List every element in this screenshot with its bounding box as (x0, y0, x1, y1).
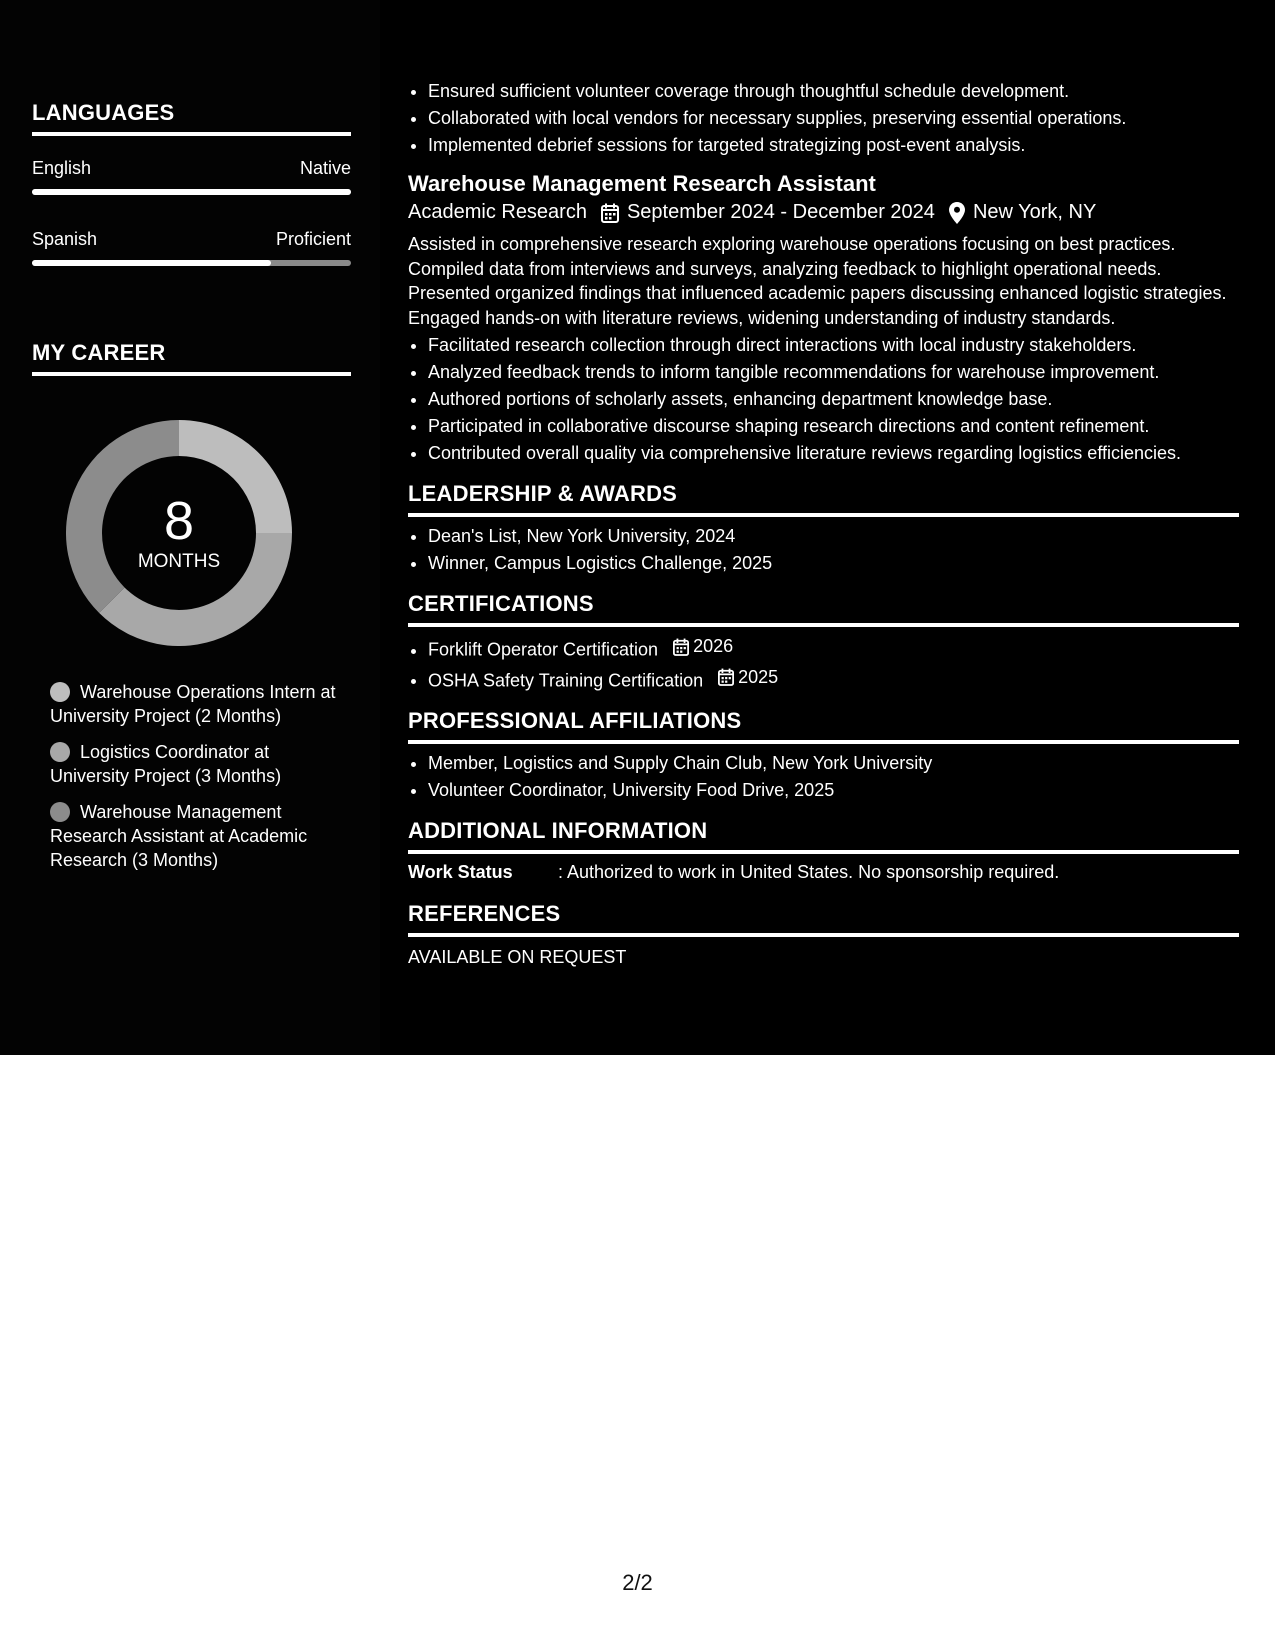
additional-info-section (408, 818, 1239, 883)
list-item: • Analyzed feedback trends to inform tangible recommendations for warehouse improvement. (428, 359, 1239, 386)
language-item (32, 158, 351, 195)
career-legend (50, 680, 340, 884)
additional-info-title: ADDITIONAL INFORMATION (408, 818, 1239, 854)
job-dates: September 2024 - December 2024 (626, 201, 935, 223)
list-item: • Authored portions of scholarly assets, enhancing department knowledge base. (428, 386, 1239, 413)
leadership-title: LEADERSHIP & AWARDS (408, 481, 1239, 517)
certification-name: OSHA Safety Training Certification (428, 670, 704, 690)
job-entry (408, 171, 1239, 467)
languages-title: LANGUAGES (32, 100, 351, 136)
career-total-unit: MONTHS (137, 551, 221, 572)
previous-job-bullets (408, 78, 1239, 159)
career-donut-chart (66, 420, 292, 646)
references-title: REFERENCES (408, 901, 1239, 937)
job-company: Academic Research (408, 201, 587, 223)
language-proficiency-bar (32, 189, 351, 195)
list-item: • Member, Logistics and Supply Chain Club, New York University (428, 750, 1239, 777)
certification-year: 2025 (738, 666, 779, 687)
list-item: • Implemented debrief sessions for targeted strategizing post-event analysis. (428, 132, 1239, 159)
job-description: Assisted in comprehensive research exploring warehouse operations focusing on best practices. Compiled data from interviews and surveys, analyzing feedback to highlight operational needs. Presented organized findings that influenced academic papers discussing enhanced logistic strategies. Engaged hands-on with literature reviews, widening understanding of industry standards. (408, 234, 1227, 328)
list-item: • Collaborated with local vendors for necessary supplies, preserving essential operations. (428, 105, 1239, 132)
certification-year: 2026 (693, 636, 734, 656)
list-item (428, 664, 1239, 695)
calendar-icon (601, 203, 619, 223)
certifications-title: CERTIFICATIONS (408, 591, 1239, 627)
list-item (428, 633, 1239, 664)
language-item (32, 229, 351, 266)
list-item: • Contributed overall quality via comprehensive literature reviews regarding logistics efficiencies. (428, 440, 1239, 467)
list-item: • Participated in collaborative discourse shaping research directions and content refinement. (428, 413, 1239, 440)
job-meta (408, 201, 1239, 224)
legend-dot-icon (50, 742, 70, 762)
certification-name: Forklift Operator Certification (428, 639, 659, 660)
page-number: 2/2 (622, 1570, 653, 1595)
career-legend-item: Warehouse Operations Intern at University Project (2 Months) (50, 682, 336, 726)
work-status-value: : Authorized to work in United States. No sponsorship required. (558, 862, 1060, 882)
language-name: Spanish (32, 229, 98, 249)
legend-dot-icon (50, 682, 70, 702)
calendar-icon (718, 668, 734, 686)
job-location: New York, NY (972, 201, 1097, 223)
language-level: Native (299, 158, 351, 178)
job-title: Warehouse Management Research Assistant (408, 171, 876, 196)
affiliations-section (408, 708, 1239, 804)
list-item: • Facilitated research collection through direct interactions with local industry stakeholders. (428, 332, 1239, 359)
references-section (408, 901, 1239, 968)
work-status-row (408, 862, 1239, 883)
job-bullets (408, 332, 1239, 467)
career-total-months: 8 (163, 491, 195, 551)
language-level: Proficient (275, 229, 351, 249)
leadership-section (408, 481, 1239, 577)
work-status-label: Work Status (408, 862, 513, 882)
language-name: English (32, 158, 92, 178)
career-section (32, 340, 351, 376)
certifications-section (408, 591, 1239, 694)
list-item: • Winner, Campus Logistics Challenge, 2025 (428, 550, 1239, 577)
map-pin-icon (949, 202, 965, 224)
language-proficiency-fill (32, 260, 271, 266)
list-item: • Volunteer Coordinator, University Food Drive, 2025 (428, 777, 1239, 804)
list-item: • Dean's List, New York University, 2024 (428, 523, 1239, 550)
languages-section (32, 100, 351, 266)
career-title: MY CAREER (32, 340, 351, 376)
language-proficiency-fill (32, 189, 351, 195)
career-legend-item: Logistics Coordinator at University Project (3 Months) (50, 742, 282, 786)
legend-dot-icon (50, 802, 70, 822)
affiliations-title: PROFESSIONAL AFFILIATIONS (408, 708, 1239, 744)
career-legend-item: Warehouse Management Research Assistant at Academic Research (3 Months) (50, 802, 308, 870)
list-item: • Ensured sufficient volunteer coverage through thoughtful schedule development. (428, 78, 1239, 105)
main-column (408, 78, 1239, 968)
calendar-icon (673, 638, 689, 656)
references-text: AVAILABLE ON REQUEST (408, 947, 627, 967)
language-proficiency-bar (32, 260, 351, 266)
